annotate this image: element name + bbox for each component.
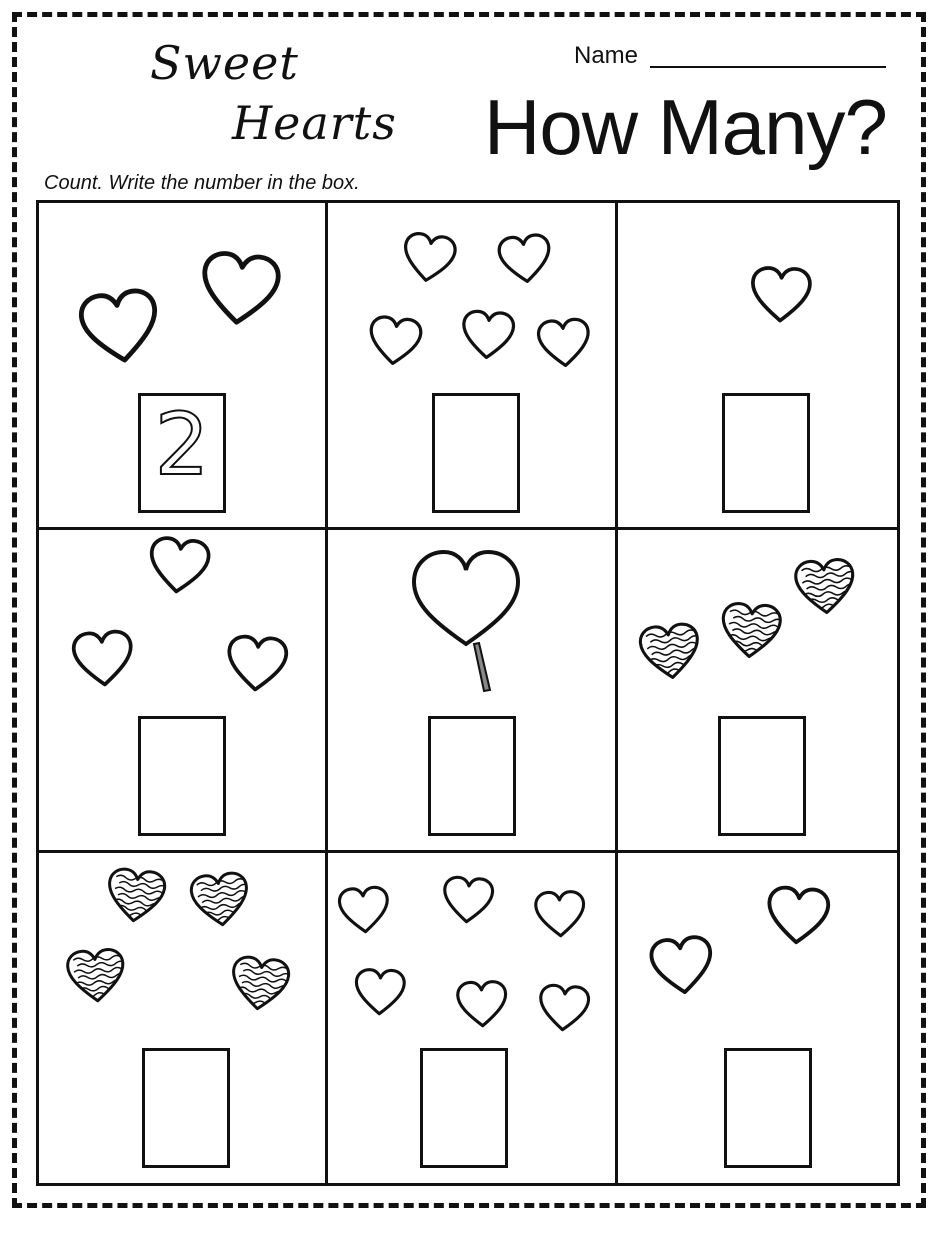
heart-icon bbox=[718, 600, 784, 661]
answer-box[interactable] bbox=[724, 1048, 812, 1168]
heart-icon bbox=[749, 265, 813, 324]
instructions: Count. Write the number in the box. bbox=[44, 172, 360, 194]
answer-box[interactable] bbox=[718, 716, 806, 836]
grid-divider bbox=[39, 850, 897, 853]
heart-icon bbox=[75, 285, 164, 369]
heart-icon bbox=[636, 620, 704, 683]
heart-icon bbox=[187, 869, 252, 930]
heart-icon bbox=[455, 979, 509, 1029]
heart-icon bbox=[764, 884, 832, 947]
answer-box[interactable] bbox=[432, 393, 520, 513]
heart-icon bbox=[792, 556, 858, 617]
grid-divider bbox=[325, 203, 328, 1183]
heart-icon bbox=[440, 874, 495, 925]
heart-icon bbox=[459, 308, 516, 361]
name-write-line[interactable] bbox=[650, 66, 886, 68]
heart-icon bbox=[647, 933, 717, 998]
heart-icon bbox=[224, 633, 290, 694]
name-label: Name bbox=[574, 42, 639, 69]
answer-box[interactable] bbox=[142, 1048, 230, 1168]
lollipop-heart-icon bbox=[410, 548, 522, 696]
heart-icon bbox=[536, 982, 591, 1033]
grid-divider bbox=[39, 527, 897, 530]
heart-icon bbox=[533, 889, 587, 939]
traced-number: 2 bbox=[154, 395, 210, 495]
heart-icon bbox=[196, 248, 283, 330]
answer-box[interactable] bbox=[138, 393, 226, 513]
heart-icon bbox=[496, 231, 555, 286]
heart-icon bbox=[353, 967, 407, 1017]
heart-icon bbox=[399, 229, 459, 286]
heart-icon bbox=[227, 953, 292, 1014]
heart-icon bbox=[145, 534, 213, 597]
answer-box[interactable] bbox=[722, 393, 810, 513]
title-sweet: Sweet bbox=[150, 36, 299, 90]
answer-box[interactable] bbox=[420, 1048, 508, 1168]
answer-box[interactable] bbox=[138, 716, 226, 836]
heart-icon bbox=[70, 628, 136, 689]
title-hearts: Hearts bbox=[232, 96, 397, 150]
heart-icon bbox=[535, 316, 592, 369]
heart-icon bbox=[336, 884, 391, 935]
grid-divider bbox=[615, 203, 618, 1183]
answer-box[interactable] bbox=[428, 716, 516, 836]
heart-icon bbox=[64, 946, 128, 1005]
heart-icon bbox=[103, 865, 168, 926]
heart-icon bbox=[366, 313, 425, 368]
heading-how-many: How Many? bbox=[484, 83, 887, 171]
